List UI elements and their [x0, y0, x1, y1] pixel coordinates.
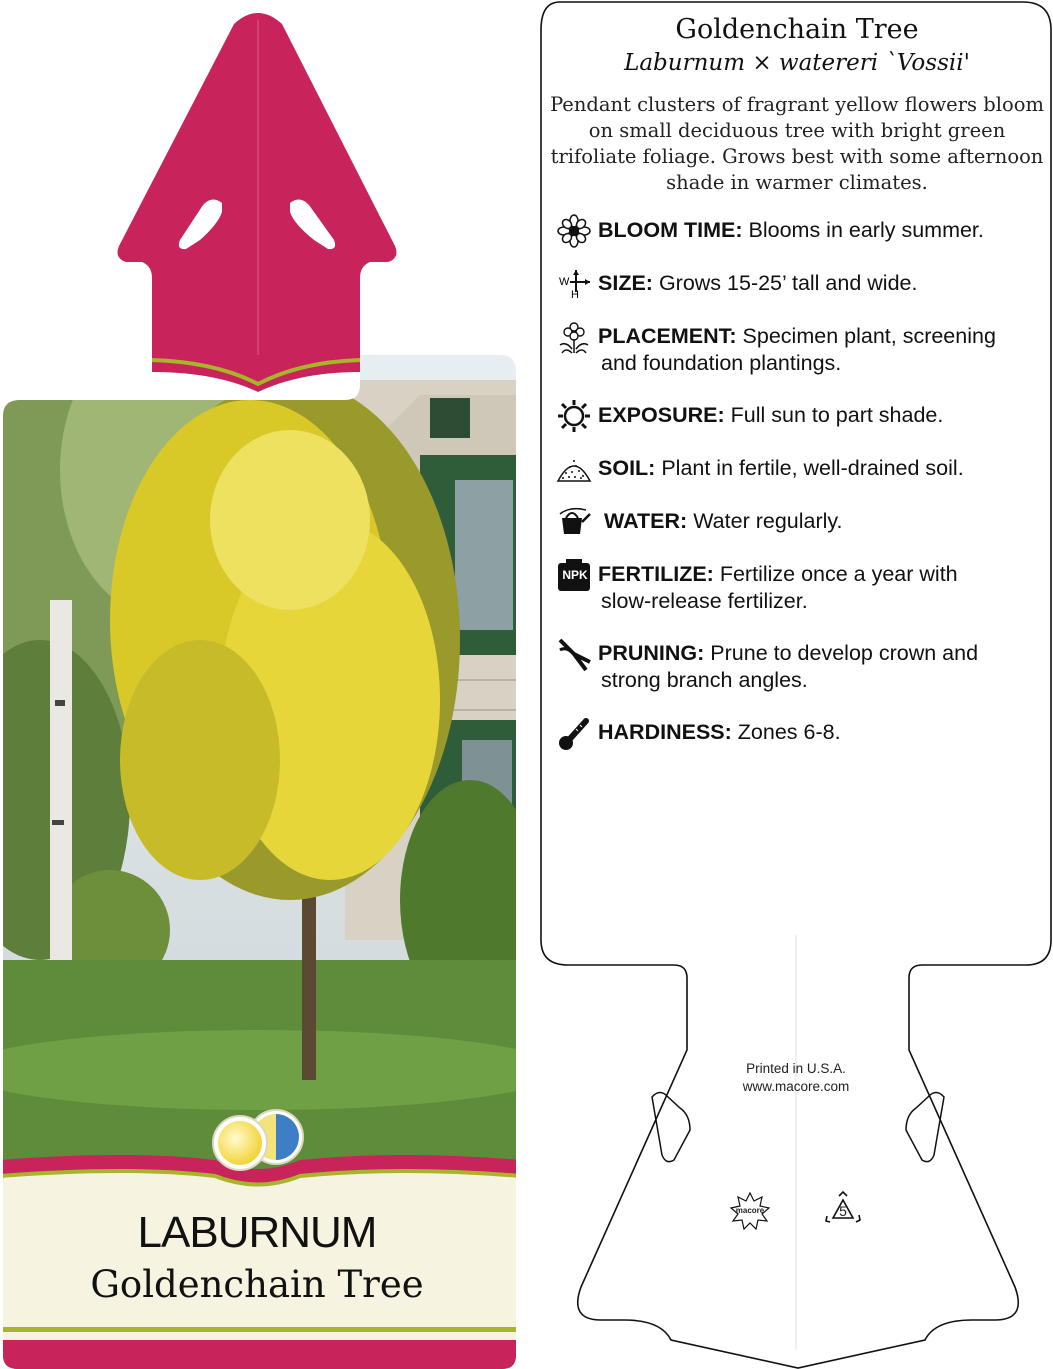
front-tag — [0, 0, 520, 1369]
pruners-icon — [556, 636, 592, 672]
front-tag-shape — [0, 0, 520, 1369]
watering-can-icon — [556, 504, 592, 540]
care-text: Prune to develop crown and — [710, 641, 979, 665]
back-title: Goldenchain Tree — [675, 14, 919, 45]
care-text: Blooms in early summer. — [748, 218, 984, 242]
website-label: www.macore.com — [742, 1079, 850, 1094]
placement-icon — [556, 319, 592, 355]
recycle-code: 5 — [839, 1203, 847, 1219]
care-text: Water regularly. — [693, 509, 843, 533]
front-genus-name: LABURNUM — [137, 1208, 377, 1257]
flower-icon — [556, 213, 592, 249]
care-label: BLOOM TIME: — [598, 218, 743, 242]
care-text-cont: slow-release fertilizer. — [601, 589, 808, 613]
printed-in-label: Printed in U.S.A. — [746, 1061, 846, 1076]
care-text: Grows 15-25’ tall and wide. — [658, 271, 918, 295]
size-icon-height-letter: H — [571, 289, 579, 301]
size-icon-width-letter: W — [559, 276, 570, 288]
plant-description: Pendant clusters of fragrant yellow flowers bloom on small deciduous tree with bright green trifoliate foliage. Grows best with some afternoon shade in warmer climates. — [550, 93, 1044, 194]
thermometer-icon — [556, 715, 592, 751]
care-text: Specimen plant, screening — [742, 324, 996, 348]
care-label: SIZE: — [598, 271, 653, 295]
care-text: Plant in fertile, well-drained soil. — [661, 456, 964, 480]
soil-icon — [556, 451, 592, 487]
npk-label: NPK — [562, 568, 588, 582]
care-text: Fertilize once a year with — [719, 562, 958, 586]
care-text-cont: and foundation plantings. — [601, 351, 842, 375]
exposure-badge — [213, 1110, 303, 1170]
macore-logo-text: macore — [735, 1206, 765, 1215]
care-text: Full sun to part shade. — [730, 403, 944, 427]
care-label: FERTILIZE: — [598, 562, 714, 586]
care-label: WATER: — [604, 509, 688, 533]
scientific-name: Laburnum × watereri `Vossii' — [624, 50, 970, 76]
care-label: EXPOSURE: — [598, 403, 725, 427]
care-label: PLACEMENT: — [598, 324, 737, 348]
care-label: SOIL: — [598, 456, 656, 480]
sun-icon — [556, 398, 592, 434]
care-label: HARDINESS: — [598, 720, 732, 744]
front-common-name: Goldenchain Tree — [90, 1263, 424, 1306]
tag-arrow-top — [118, 13, 397, 360]
care-text-cont: strong branch angles. — [601, 668, 808, 692]
care-label: PRUNING: — [598, 641, 705, 665]
care-text: Zones 6-8. — [737, 720, 841, 744]
